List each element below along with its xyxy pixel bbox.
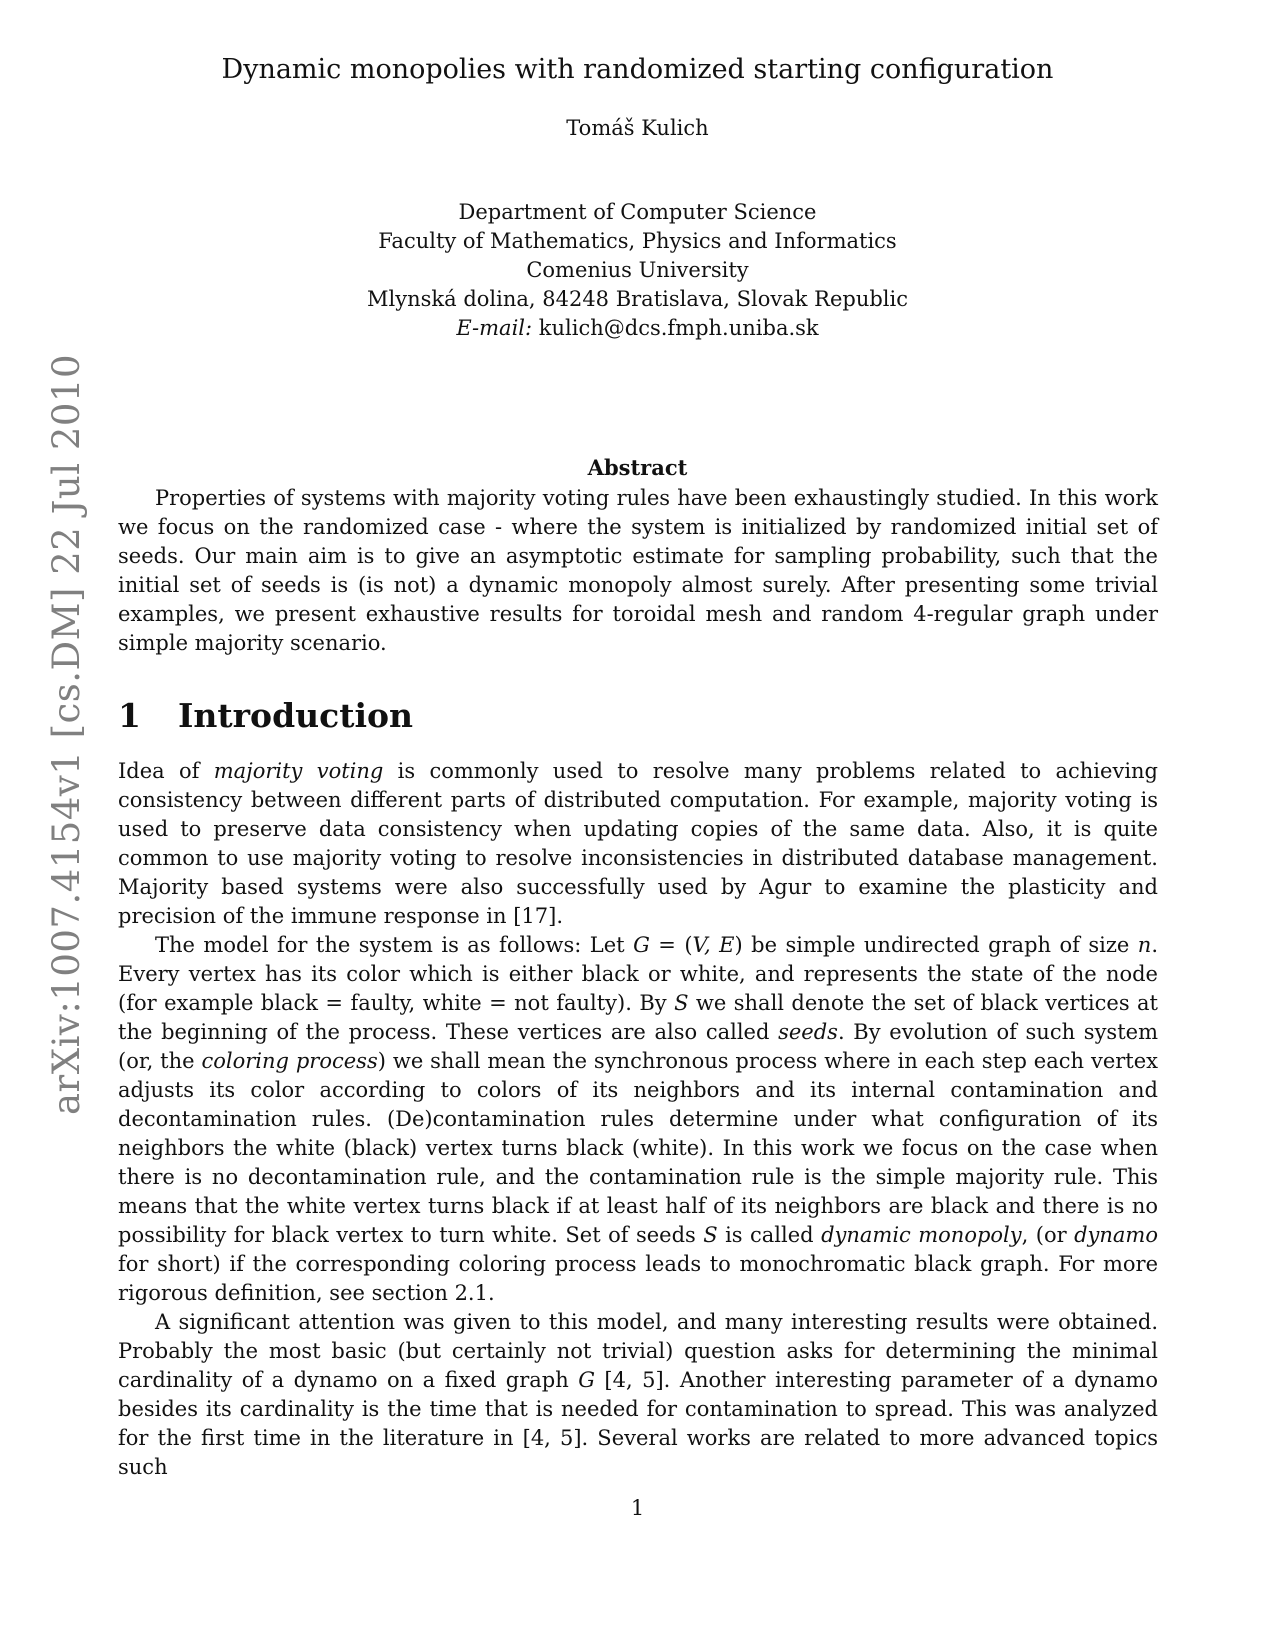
abstract-text: Properties of systems with majority voting rules have been exhaustingly studied. In this work we focus on the randomized case - where the system is initialized by randomized initial set of seeds. Our main aim is to give an asymptotic estimate for sampling probability, such that the initial set of seeds is (is not) a dynamic monopoly almost surely. After presenting some trivial examples, we present exhaustive results for toroidal mesh and random 4-regular graph under simple majority scenario.	[118, 486, 1158, 655]
paper-title: Dynamic monopolies with randomized starting configuration	[221, 54, 1054, 85]
email-label: E-mail:	[456, 316, 533, 340]
abstract-heading: Abstract	[587, 455, 688, 480]
section-number: 1	[118, 696, 141, 735]
author-name: Tomáš Kulich	[566, 116, 709, 140]
affiliation-department: Department of Computer Science	[458, 200, 817, 224]
affiliation-faculty: Faculty of Mathematics, Physics and Informatics	[378, 229, 897, 253]
affiliation-email	[0, 314, 1275, 343]
page-number: 1	[630, 1496, 645, 1520]
arxiv-stamp: arXiv:1007.4154v1 [cs.DM] 22 Jul 2010	[45, 354, 88, 1115]
affiliation-university: Comenius University	[526, 258, 749, 282]
affiliation-address: Mlynská dolina, 84248 Bratislava, Slovak Republic	[367, 287, 908, 311]
affiliation-block	[0, 198, 1275, 343]
section-heading	[118, 696, 413, 735]
body-text	[118, 757, 1158, 1482]
paragraph-2: The model for the system is as follows: Let G = (V, E) be simple undirected graph of size n. Every vertex has its color which is either black or white, and represents the state of the node (for example black = faulty, white = not faulty). By S we shall denote the set of black vertices at the beginning of the process. These vertices are also called seeds. By evolution of such system (or, the coloring process) we shall mean the synchronous process where in each step each vertex adjusts its color according to colors of its neighbors and its internal contamination and decontamination rules. (De)contamination rules determine under what configuration of its neighbors the white (black) vertex turns black (white). In this work we focus on the case when there is no decontamination rule, and the contamination rule is the simple majority rule. This means that the white vertex turns black if at least half of its neighbors are black and there is no possibility for black vertex to turn white. Set of seeds S is called dynamic monopoly, (or dynamo for short) if the corresponding coloring process leads to monochromatic black graph. For more rigorous definition, see section 2.1.	[118, 933, 1159, 1305]
email-address[interactable]: kulich@dcs.fmph.uniba.sk	[538, 316, 819, 340]
paragraph-3: A significant attention was given to this model, and many interesting results were obtained. Probably the most basic (but certainly not trivial) question asks for determining the minimal cardinality of a dynamo on a fixed graph G [4, 5]. Another interesting parameter of a dynamo besides its cardinality is the time that is needed for contamination to spread. This was analyzed for the first time in the literature in [4, 5]. Several works are related to more advanced topics such	[118, 1310, 1158, 1479]
section-title: Introduction	[178, 696, 414, 735]
paragraph-1: Idea of majority voting is commonly used to resolve many problems related to achieving consistency between different parts of distributed computation. For example, majority voting is used to preserve data consistency when updating copies of the same data. Also, it is quite common to use majority voting to resolve inconsistencies in distributed database management. Majority based systems were also successfully used by Agur to examine the plasticity and precision of the immune response in [17].	[118, 759, 1159, 928]
